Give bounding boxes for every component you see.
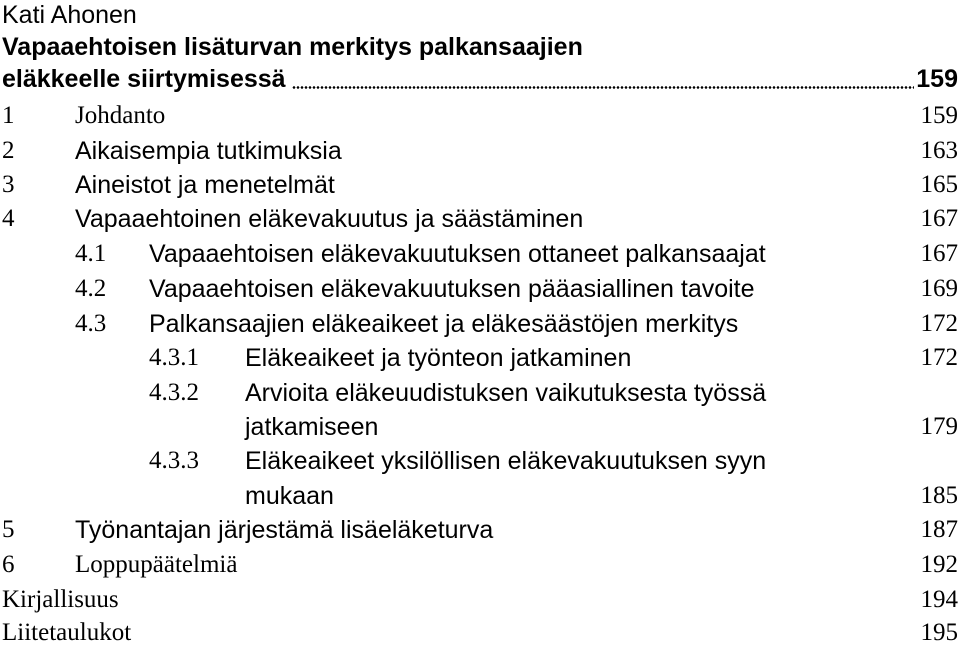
- toc-entry-4-3-2[interactable]: [0, 376, 960, 410]
- toc-entry-title: Aikaisempia tutkimuksia: [75, 137, 342, 165]
- toc-entry-title: Johdanto: [75, 102, 166, 129]
- toc-entry-number: 4.3.1: [149, 344, 199, 371]
- toc-entry-title: Kirjallisuus: [2, 586, 119, 613]
- toc-entry-5[interactable]: [0, 513, 960, 547]
- toc-entry-3[interactable]: [0, 168, 960, 202]
- toc-entry-page: 179: [920, 413, 958, 440]
- toc-entry-2[interactable]: [0, 134, 960, 168]
- chapter-title-line1: Vapaaehtoisen lisäturvan merkitys palkansaajien: [2, 33, 583, 61]
- toc-entry-title: Eläkeaikeet yksilöllisen eläkevakuutuksen syyn: [245, 447, 767, 475]
- dot-leader: [292, 64, 915, 94]
- toc-entry-4-3-3[interactable]: [0, 444, 960, 478]
- toc-entry-number: 4.3.2: [149, 379, 199, 406]
- toc-entry-number: 4.2: [75, 275, 107, 302]
- toc-entry-4-3-3-cont[interactable]: [0, 479, 960, 513]
- toc-entry-title: Vapaaehtoisen eläkevakuutuksen pääasiallinen tavoite: [149, 275, 755, 303]
- toc-entry-title-continued: jatkamiseen: [245, 413, 379, 441]
- toc-entry-title: Liitetaulukot: [2, 619, 132, 646]
- toc-entry-1[interactable]: [0, 99, 960, 133]
- toc-entry-page: 195: [920, 619, 958, 646]
- toc-entry-page: 167: [920, 205, 958, 232]
- chapter-title-line2-text: eläkkeelle siirtymisessä: [2, 65, 286, 93]
- toc-entry-number: 6: [2, 551, 15, 578]
- toc-entry-page: 187: [920, 516, 958, 543]
- toc-entry-title: Aineistot ja menetelmät: [75, 171, 335, 199]
- toc-entry-4-1[interactable]: [0, 237, 960, 271]
- toc-entry-title: Loppupäätelmiä: [75, 551, 238, 578]
- toc-entry-page: 192: [920, 551, 958, 578]
- toc-entry-title: Arvioita eläkeuudistuksen vaikutuksesta työssä: [245, 379, 767, 407]
- toc-entry-4-3-2-cont[interactable]: [0, 410, 960, 444]
- toc-entry-4-3[interactable]: [0, 307, 960, 341]
- toc-entry-title: Palkansaajien eläkeaikeet ja eläkesäästöjen merkitys: [149, 310, 739, 338]
- toc-entry-4-2[interactable]: [0, 272, 960, 306]
- toc-entry-number: 3: [2, 171, 15, 198]
- toc-entry-number: 4.3: [75, 310, 107, 337]
- toc-entry-references[interactable]: [0, 583, 960, 617]
- author: Kati Ahonen: [2, 1, 137, 29]
- toc-entry-number: 2: [2, 137, 15, 164]
- toc-entry-title-continued: mukaan: [245, 482, 334, 510]
- toc-entry-page: 169: [920, 275, 958, 302]
- toc-entry-page: 172: [920, 344, 958, 371]
- toc-entry-title: Vapaaehtoinen eläkevakuutus ja säästäminen: [75, 205, 584, 233]
- toc-entry-page: 167: [920, 240, 958, 267]
- toc-entry-page: 172: [920, 310, 958, 337]
- toc-entry-page: 163: [920, 137, 958, 164]
- chapter-title-line2[interactable]: [2, 64, 960, 94]
- toc-entry-4[interactable]: [0, 202, 960, 236]
- toc-entry-page: 165: [920, 171, 958, 198]
- toc-entry-number: 1: [2, 102, 15, 129]
- chapter-page-number: 159: [916, 65, 958, 93]
- toc-entry-number: 4.3.3: [149, 447, 199, 474]
- toc-entry-title: Työnantajan järjestämä lisäeläketurva: [75, 516, 494, 544]
- toc-entry-number: 4.1: [75, 240, 107, 267]
- toc-entry-title: Vapaaehtoisen eläkevakuutuksen ottaneet palkansaajat: [149, 240, 766, 268]
- toc-entry-number: 5: [2, 516, 15, 543]
- toc-entry-6[interactable]: [0, 548, 960, 582]
- toc-entry-number: 4: [2, 205, 15, 232]
- toc-entry-page: 159: [920, 102, 958, 129]
- toc-entry-title: Eläkeaikeet ja työnteon jatkaminen: [245, 344, 632, 372]
- toc-entry-4-3-1[interactable]: [0, 341, 960, 375]
- toc-entry-page: 185: [920, 482, 958, 509]
- toc-entry-page: 194: [920, 586, 958, 613]
